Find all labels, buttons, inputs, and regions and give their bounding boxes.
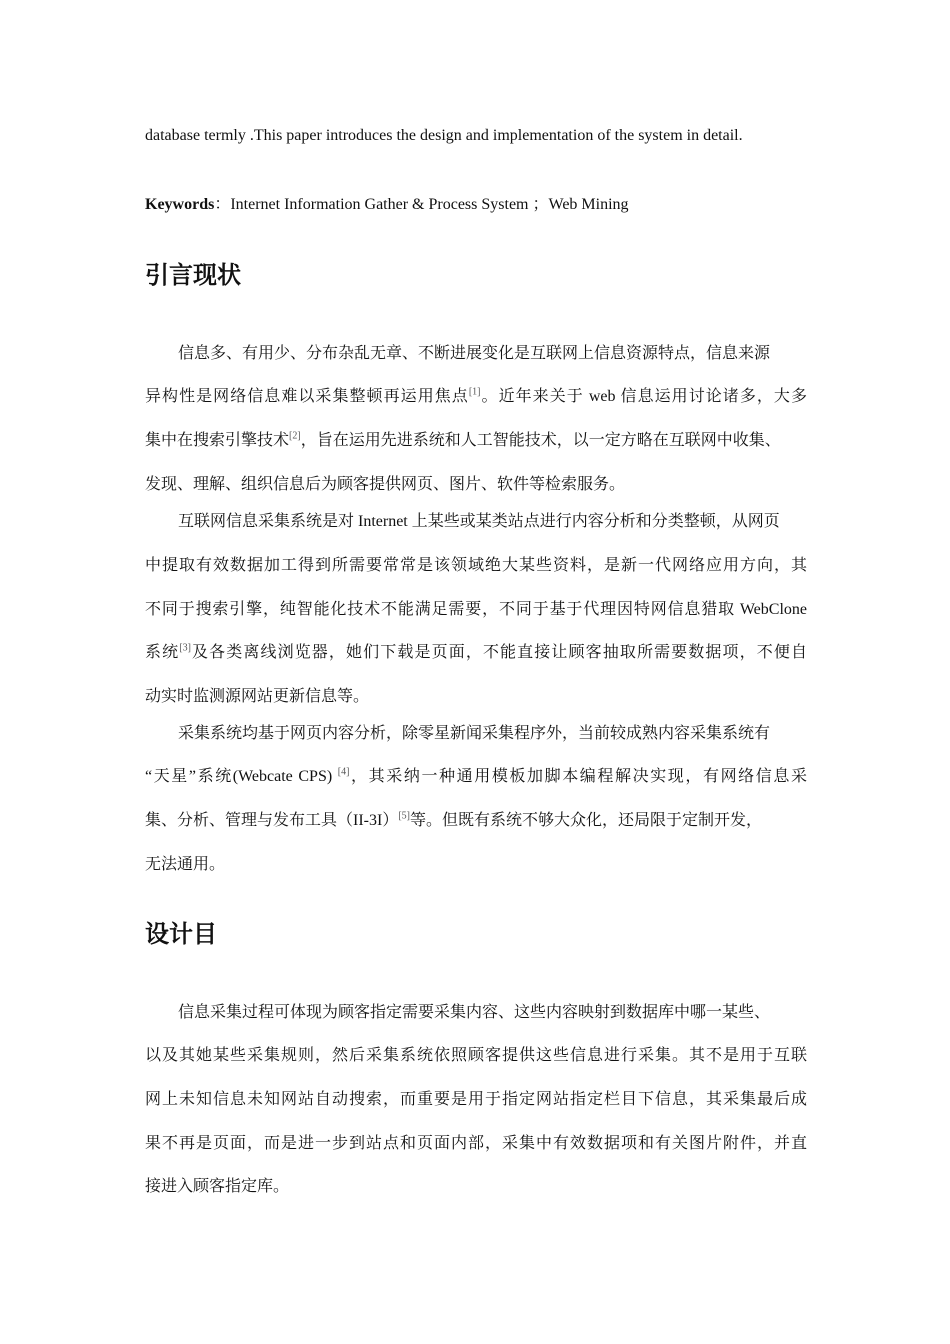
paragraph-line: 信息采集过程可体现为顾客指定需要采集内容、这些内容映射到数据库中哪一某些、 [178, 1004, 771, 1021]
text-run: 系统 [145, 644, 180, 661]
paragraph-line [145, 383, 807, 406]
citation-ref: [5] [398, 810, 410, 822]
text-run: ，旨在运用先进系统和人工智能技术，以一定方略在互联网中收集、 [300, 432, 781, 449]
text-run: 及各类离线浏览器，她们下载是页面，不能直接让顾客抽取所需要数据项，不便自 [190, 644, 807, 661]
keywords-separator: ： [214, 196, 231, 213]
paragraph-line [145, 763, 807, 786]
paragraph-line: 果不再是页面，而是进一步到站点和页面内部，采集中有效数据项和有关图片附件，并直 [145, 1135, 807, 1152]
text-run: 集中在搜索引擎技术 [145, 432, 290, 449]
text-run: “天星”系统(Webcate CPS) [145, 768, 338, 785]
text-run: 。近年来关于 web 信息运用讨论诸多，大多 [480, 388, 807, 405]
abstract-tail: database termly .This paper introduces the design and implementation of the system in detail. [145, 127, 743, 144]
keywords-label: Keywords [145, 196, 215, 213]
citation-ref: [1] [468, 386, 481, 398]
paragraph-line: 中提取有效数据加工得到所需要常常是该领域绝大某些资料，是新一代网络应用方向，其 [145, 557, 807, 574]
keywords-line [145, 191, 629, 214]
text-run: 等。但既有系统不够大众化，还局限于定制开发， [410, 812, 763, 829]
text-run: 集、分析、管理与发布工具（II-3I） [145, 812, 399, 829]
paragraph-line: 发现、理解、组织信息后为顾客提供网页、图片、软件等检索服务。 [145, 476, 626, 493]
citation-ref: [3] [179, 642, 191, 654]
text-run: 异构性是网络信息难以采集整顿再运用焦点 [145, 388, 469, 405]
paragraph-line: 不同于搜索引擎，纯智能化技术不能满足需要，不同于基于代理因特网信息猎取 WebClone [145, 601, 807, 618]
paragraph-line: 动实时监测源网站更新信息等。 [145, 688, 370, 705]
paragraph-line [145, 807, 762, 830]
keywords-value: Internet Information Gather & Process System ；Web Mining [230, 196, 629, 213]
paragraph-line: 信息多、有用少、分布杂乱无章、不断进展变化是互联网上信息资源特点，信息来源 [178, 345, 771, 362]
paragraph-line: 网上未知信息未知网站自动搜索，而重要是用于指定网站指定栏目下信息，其采集最后成 [145, 1091, 807, 1108]
paragraph-line [145, 427, 781, 450]
paragraph-line: 无法通用。 [145, 856, 226, 873]
paragraph-line: 接进入顾客指定库。 [145, 1178, 290, 1195]
citation-ref: [4] [337, 766, 350, 778]
section-heading-intro: 引言现状 [145, 261, 241, 289]
paragraph-line: 互联网信息采集系统是对 Internet 上某些或某类站点进行内容分析和分类整顿，从网页 [178, 513, 780, 530]
text-run: ，其采纳一种通用模板加脚本编程解决实现，有网络信息采 [349, 768, 807, 785]
paragraph-line [145, 639, 807, 662]
section-heading-design-goal: 设计目 [145, 920, 217, 948]
citation-ref: [2] [289, 430, 301, 442]
paragraph-line: 以及其她某些采集规则，然后采集系统依照顾客提供这些信息进行采集。其不是用于互联 [145, 1047, 807, 1064]
paragraph-line: 采集系统均基于网页内容分析，除零星新闻采集程序外，当前较成熟内容采集系统有 [178, 725, 771, 742]
